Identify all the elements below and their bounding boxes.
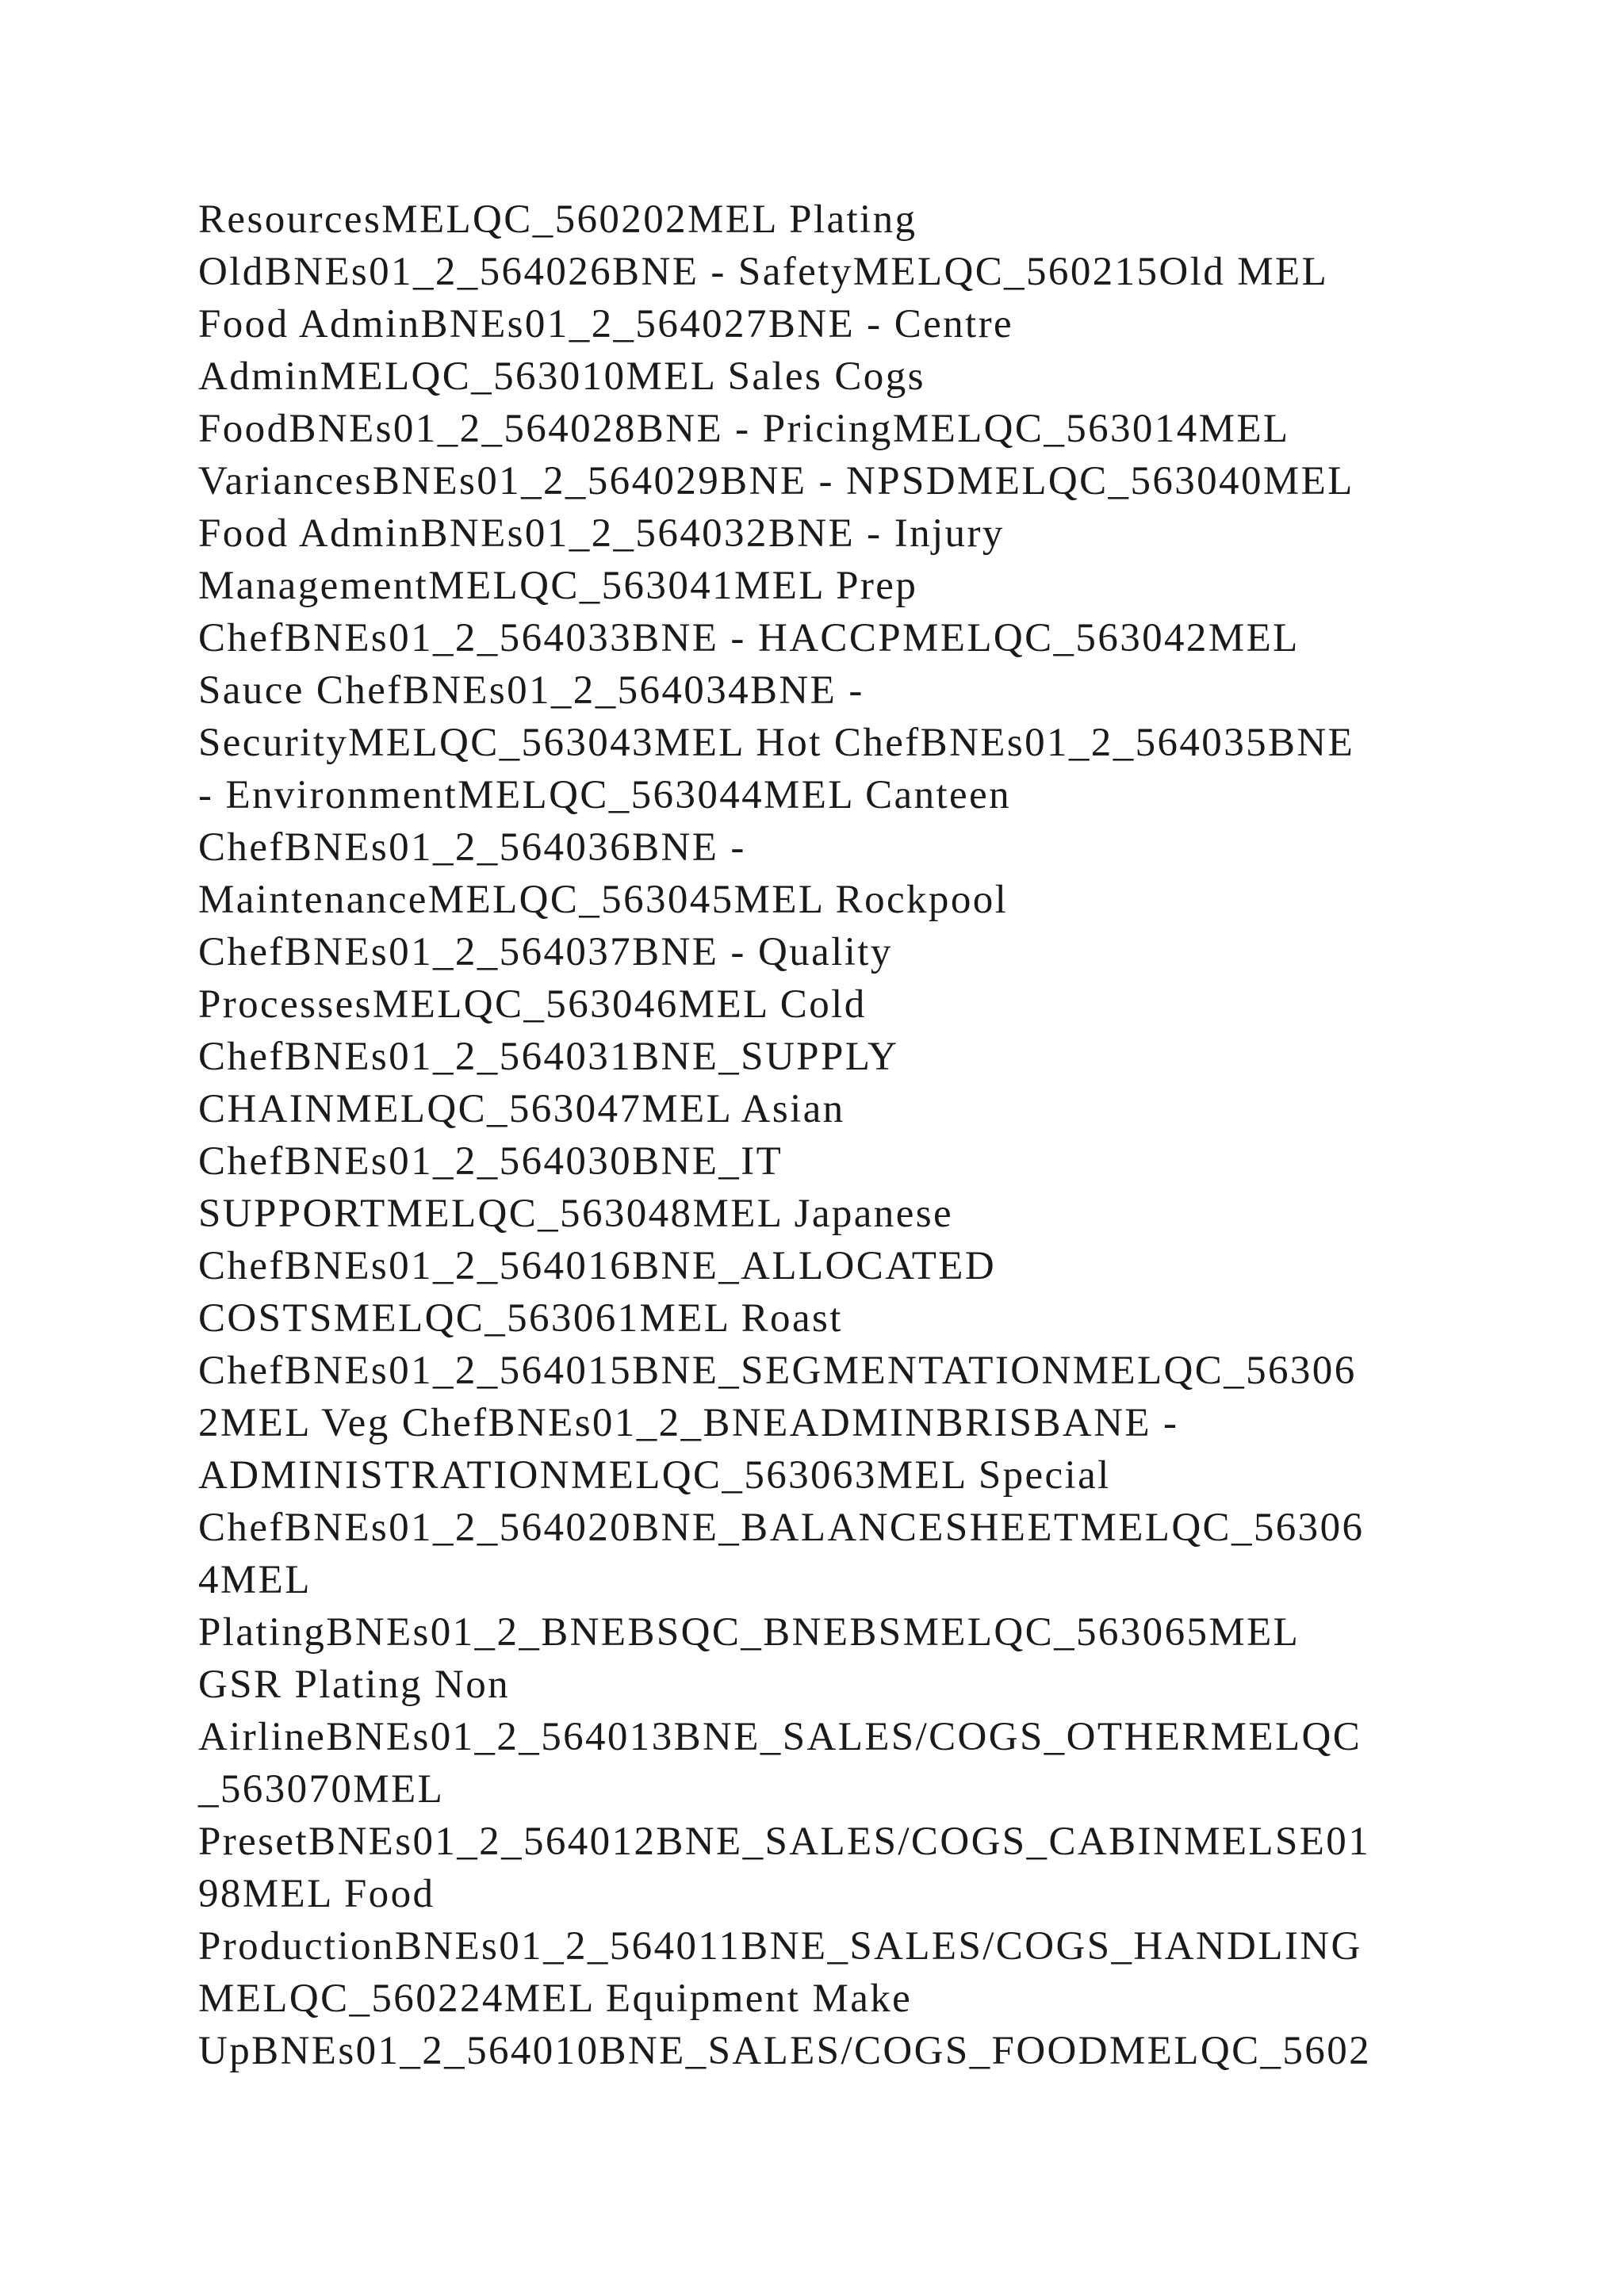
text-line: CHAINMELQC_563047MEL Asian bbox=[198, 1087, 845, 1131]
text-line: 2MEL Veg ChefBNEs01_2_BNEADMINBRISBANE - bbox=[198, 1401, 1179, 1445]
text-line: _563070MEL bbox=[198, 1767, 445, 1812]
text-line: ChefBNEs01_2_564016BNE_ALLOCATED bbox=[198, 1244, 997, 1288]
text-line: FoodBNEs01_2_564028BNE - PricingMELQC_563014MEL bbox=[198, 407, 1290, 451]
text-line: ResourcesMELQC_560202MEL Plating bbox=[198, 197, 917, 242]
document-body-text bbox=[198, 193, 1507, 2077]
text-line: Food AdminBNEs01_2_564032BNE - Injury bbox=[198, 511, 1005, 556]
text-line: 98MEL Food bbox=[198, 1872, 435, 1916]
text-line: VariancesBNEs01_2_564029BNE - NPSDMELQC_563040MEL bbox=[198, 459, 1354, 503]
text-line: OldBNEs01_2_564026BNE - SafetyMELQC_560215Old MEL bbox=[198, 250, 1329, 294]
text-line: AirlineBNEs01_2_564013BNE_SALES/COGS_OTHERMELQC bbox=[198, 1715, 1362, 1759]
text-line: 4MEL bbox=[198, 1558, 312, 1602]
text-line: SUPPORTMELQC_563048MEL Japanese bbox=[198, 1192, 954, 1236]
text-line: ManagementMELQC_563041MEL Prep bbox=[198, 564, 918, 608]
text-line: MELQC_560224MEL Equipment Make bbox=[198, 1976, 913, 2021]
text-line: ADMINISTRATIONMELQC_563063MEL Special bbox=[198, 1453, 1111, 1498]
text-line: ProductionBNEs01_2_564011BNE_SALES/COGS_HANDLING bbox=[198, 1924, 1362, 1969]
text-line: ChefBNEs01_2_564033BNE - HACCPMELQC_563042MEL bbox=[198, 616, 1300, 660]
text-line: Food AdminBNEs01_2_564027BNE - Centre bbox=[198, 302, 1014, 346]
text-line: COSTSMELQC_563061MEL Roast bbox=[198, 1296, 843, 1341]
text-line: UpBNEs01_2_564010BNE_SALES/COGS_FOODMELQC_5602 bbox=[198, 2029, 1372, 2073]
text-line: AdminMELQC_563010MEL Sales Cogs bbox=[198, 354, 925, 399]
text-line: Sauce ChefBNEs01_2_564034BNE - bbox=[198, 668, 864, 713]
text-line: SecurityMELQC_563043MEL Hot ChefBNEs01_2_564035BNE bbox=[198, 721, 1355, 765]
text-line: ChefBNEs01_2_564036BNE - bbox=[198, 825, 746, 870]
text-line: PresetBNEs01_2_564012BNE_SALES/COGS_CABINMELSE01 bbox=[198, 1820, 1371, 1864]
text-line: GSR Plating Non bbox=[198, 1663, 511, 1707]
text-line: ChefBNEs01_2_564030BNE_IT bbox=[198, 1139, 783, 1184]
text-line: ChefBNEs01_2_564031BNE_SUPPLY bbox=[198, 1035, 899, 1079]
text-line: - EnvironmentMELQC_563044MEL Canteen bbox=[198, 773, 1012, 817]
text-line: ChefBNEs01_2_564037BNE - Quality bbox=[198, 930, 893, 974]
text-line: ChefBNEs01_2_564015BNE_SEGMENTATIONMELQC_56306 bbox=[198, 1349, 1357, 1393]
text-line: MaintenanceMELQC_563045MEL Rockpool bbox=[198, 878, 1009, 922]
text-line: ProcessesMELQC_563046MEL Cold bbox=[198, 982, 867, 1027]
text-line: PlatingBNEs01_2_BNEBSQC_BNEBSMELQC_563065MEL bbox=[198, 1610, 1300, 1655]
text-line: ChefBNEs01_2_564020BNE_BALANCESHEETMELQC_56306 bbox=[198, 1506, 1365, 1550]
